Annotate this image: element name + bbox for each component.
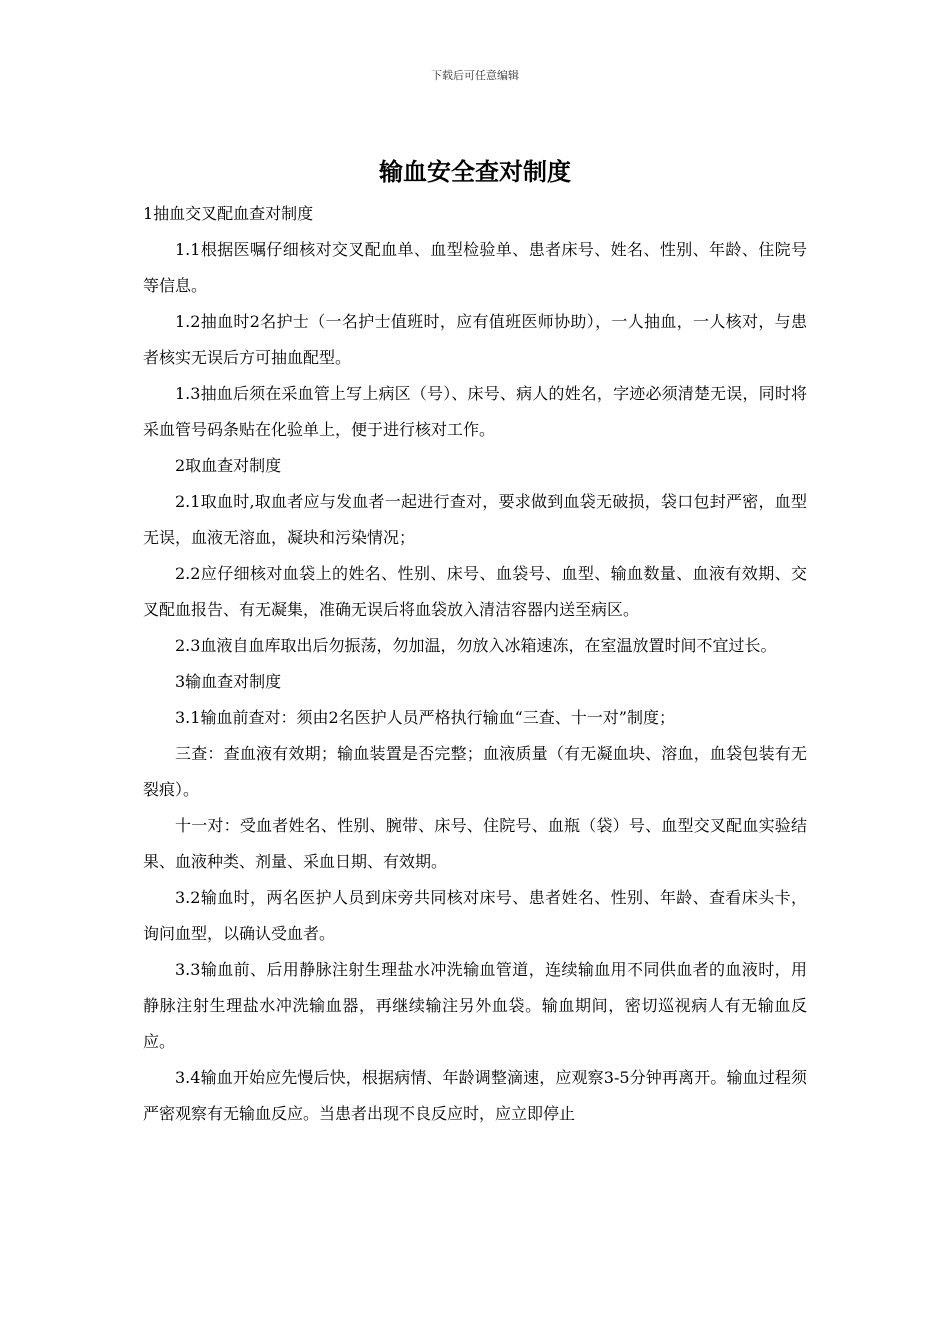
paragraph-3-4: 3.4输血开始应先慢后快，根据病情、年龄调整滴速，应观察3-5分钟再离开。输血过程须严密观察有无输血反应。当患者出现不良反应时，应立即停止 [143,1068,807,1123]
section-heading-2: 2取血查对制度 [175,456,282,475]
document-title: 输血安全查对制度 [379,157,571,186]
header-note: 下载后可任意编辑 [431,69,519,82]
paragraph-eleven-checks: 十一对：受血者姓名、性别、腕带、床号、住院号、血瓶（袋）号、血型交叉配血实验结果、血液种类、剂量、采血日期、有效期。 [143,816,807,871]
section-heading-1: 1抽血交叉配血查对制度 [143,204,314,223]
paragraph-1-1: 1.1根据医嘱仔细核对交叉配血单、血型检验单、患者床号、姓名、性别、年龄、住院号等信息。 [143,240,807,295]
paragraph-1-3: 1.3抽血后须在采血管上写上病区（号）、床号、病人的姓名，字迹必须清楚无误，同时将采血管号码条贴在化验单上，便于进行核对工作。 [143,384,807,439]
paragraph-3-2: 3.2输血时，两名医护人员到床旁共同核对床号、患者姓名、性别、年龄、查看床头卡，询问血型，以确认受血者。 [143,888,807,943]
paragraph-3-3: 3.3输血前、后用静脉注射生理盐水冲洗输血管道，连续输血用不同供血者的血液时，用静脉注射生理盐水冲洗输血器，再继续输注另外血袋。输血期间，密切巡视病人有无输血反应。 [143,960,807,1051]
paragraph-2-3: 2.3血液自血库取出后勿振荡，勿加温，勿放入冰箱速冻，在室温放置时间不宜过长。 [175,636,777,655]
section-heading-3: 3输血查对制度 [175,672,282,691]
paragraph-3-1: 3.1输血前查对：须由2名医护人员严格执行输血“三查、十一对”制度； [175,708,675,727]
paragraph-2-1: 2.1取血时,取血者应与发血者一起进行查对，要求做到血袋无破损，袋口包封严密，血型无误，血液无溶血，凝块和污染情况； [143,492,807,547]
paragraph-1-2: 1.2抽血时2名护士（一名护士值班时，应有值班医师协助），一人抽血，一人核对，与患者核实无误后方可抽血配型。 [143,312,807,367]
paragraph-three-checks: 三查：查血液有效期；输血装置是否完整；血液质量（有无凝血块、溶血，血袋包装有无裂痕）。 [143,744,807,799]
document-body [143,196,807,1132]
paragraph-2-2: 2.2应仔细核对血袋上的姓名、性别、床号、血袋号、血型、输血数量、血液有效期、交叉配血报告、有无凝集，准确无误后将血袋放入清洁容器内送至病区。 [143,564,807,619]
